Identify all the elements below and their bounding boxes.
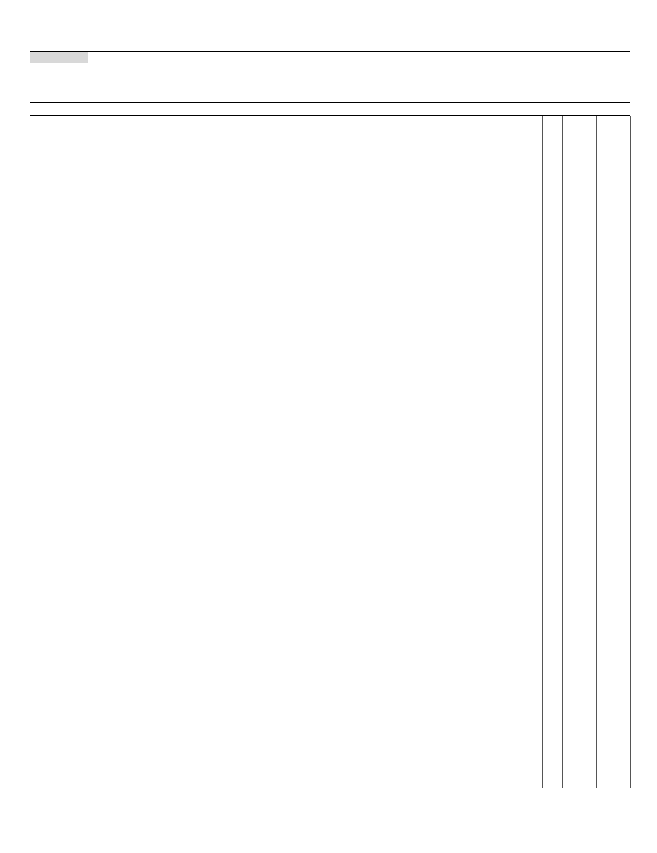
- no-column-header: [596, 117, 630, 127]
- yes-column-header: [562, 117, 596, 127]
- no-column-line: [596, 116, 597, 788]
- part-badge: [30, 52, 88, 63]
- section-rule: [30, 115, 630, 116]
- description-rule: [30, 102, 630, 103]
- right-edge-line: [630, 116, 631, 788]
- header-rule: [30, 51, 630, 52]
- yes-column-line: [562, 116, 563, 788]
- label-column-line: [542, 116, 543, 788]
